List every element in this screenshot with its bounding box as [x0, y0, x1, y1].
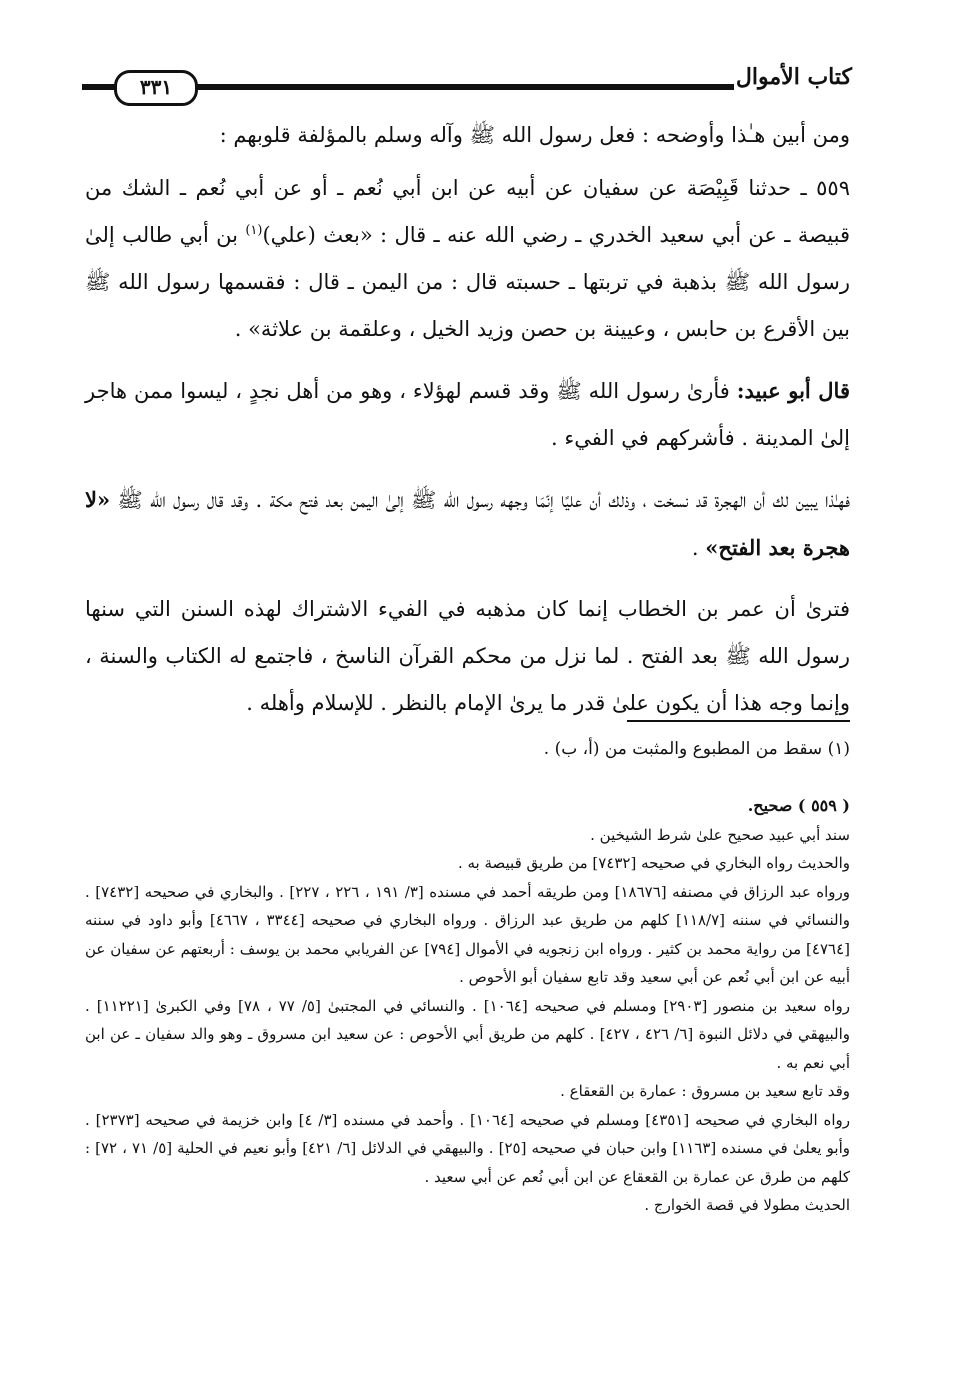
hijra-paragraph [85, 476, 850, 572]
takhrij-notes [85, 792, 850, 1220]
takhrij-line: الحديث مطولا في قصة الخوارج . [644, 1196, 850, 1214]
hadith-559-paragraph [85, 165, 850, 353]
main-text [85, 112, 850, 741]
footnote-ref-1: (١) [245, 223, 263, 238]
abu-ubaid-text: فأرىٰ رسول الله ﷺ وقد قسم لهؤلاء ، وهو من أهل نجدٍ ، ليسوا ممن هاجر إلىٰ المدينة . فأشركهم في الفيء . [85, 379, 850, 450]
hijra-quote: «لا هجرة بعد الفتح» [85, 487, 850, 560]
takhrij-line: والحديث رواه البخاري في صحيحه [٧٤٣٢] من طريق قبيصة به . [457, 854, 850, 872]
hadith-559-text: ٥٥٩ ـ حدثنا قَبِيْصَة عن سفيان عن أبيه عن ابن أبي نُعم ـ أو عن أبي نُعم ـ الشك من قبيصة ـ عن أبي سعيد الخدري ـ رضي الله عنه ـ قال : «بعث (علي) [85, 176, 850, 247]
hijra-text: فهـٰذا يبين لك أن الهجرة قد نسخت ، وذلك أن عليًا إنّمَا وجهه رسول الله ﷺ إلىٰ اليمن بعد فتح مكة . وقد قال رسول الله ﷺ [117, 488, 850, 512]
takhrij-line: ورواه عبد الرزاق في مصنفه [١٨٦٧٦] ومن طريقه أحمد في مسنده [٣/ ١٩١ ، ٢٢٦ ، ٢٢٧] . والبخاري في صحيحه [٧٤٣٢] . والنسائي في سننه [١١٨/٧] كلهم من طريق عبد الرزاق . ورواه البخاري في صحيحه [٣٣٤٤ ، ٤٦٦٧] وأبو داود في سننه [٤٧٦٤] من رواية محمد بن كثير . ورواه ابن زنجويه في الأموال [٧٩٤] عن الفريابي محمد بن يوسف : أربعتهم عن سفيان عن أبيه عن ابن أبي نُعم عن أبي سعيد وقد تابع سفيان أبو الأحوص . [85, 882, 851, 986]
takhrij-line: رواه البخاري في صحيحه [٤٣٥١] ومسلم في صحيحه [١٠٦٤] . وأحمد في مسنده [٣/ ٤] وابن خزيمة في صحيحه [٢٣٧٣] . وأبو يعلىٰ في مسنده [١١٦٣] وابن حبان في صحيحه [٢٥] . والبيهقي في الدلائل [٦/ ٤٢١] وأبو نعيم في الحلية [٥/ ٧١ ، ٧٢] : كلهم من طرق عن عمارة بن القعقاع عن ابن أبي نُعم عن أبي سعيد . [85, 1110, 850, 1186]
abu-ubaid-lead: قال أبو عبيد: [736, 378, 850, 403]
abu-ubaid-paragraph [85, 367, 850, 462]
footnote-separator [627, 720, 850, 722]
page-header [82, 62, 852, 106]
hijra-end: . [691, 536, 706, 560]
takhrij-line: رواه سعيد بن منصور [٢٩٠٣] ومسلم في صحيحه [١٠٦٤] . والنسائي في المجتبىٰ [٥/ ٧٧ ، ٧٨] وفي الكبرىٰ [١١٢٢١] . والبيهقي في دلائل النبوة [٦/ ٤٢٦ ، ٤٢٧] . كلهم من طريق أبي الأحوص : عن سعيد ابن مسروق ـ وهو والد سفيان ـ عن ابن أبي نعم به . [85, 996, 851, 1072]
umar-paragraph: فترىٰ أن عمر بن الخطاب إنما كان مذهبه في الفيء الاشتراك لهذه السنن التي سنها رسول الله ﷺ بعد الفتح . لما نزل من محكم القرآن الناسخ ، فاجتمع له الكتاب والسنة ، وإنما وجه هذا أن يكون علىٰ قدر ما يرىٰ الإمام بالنظر . للإسلام وأهله . [85, 597, 850, 715]
hadith-559-continued: بن أبي طالب إلىٰ رسول الله ﷺ بذهبة في تربتها ـ حسبته قال : من اليمن ـ قال : فقسمها رسول الله ﷺ بين الأقرع بن حابس ، وعيينة بن حصن وزيد الخيل ، وعلقمة بن علاثة» . [85, 223, 850, 341]
takhrij-line: سند أبي عبيد صحيح علىٰ شرط الشيخين . [590, 825, 850, 844]
intro-paragraph: ومن أبين هـٰذا وأوضحه : فعل رسول الله ﷺ وآله وسلم بالمؤلفة قلوبهم : [219, 123, 850, 147]
takhrij-heading: ( ٥٥٩ ) صحيح. [747, 796, 850, 815]
footnote-1: (١) سقط من المطبوع والمثبت من (أ، ب) . [543, 739, 850, 759]
page-number: ٣٣١ [114, 70, 198, 106]
book-title: كتاب الأموال [735, 64, 852, 90]
takhrij-line: وقد تابع سعيد بن مسروق : عمارة بن القعقاع . [560, 1082, 850, 1100]
